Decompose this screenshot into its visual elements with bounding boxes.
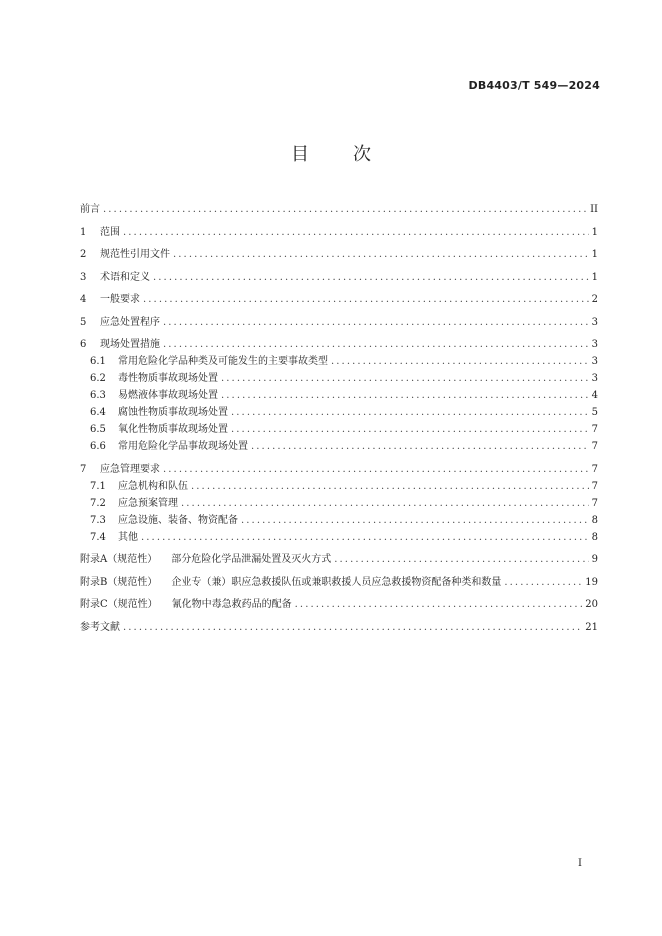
toc-entry-number: 2: [80, 249, 87, 260]
toc-entry-number: 1: [80, 226, 87, 238]
toc-leader-dots: [103, 201, 587, 218]
toc-entry-number: 4: [80, 294, 87, 305]
toc-leader-dots: [295, 596, 583, 613]
toc-entry[interactable]: [80, 461, 598, 478]
toc-entry-page: 1: [591, 249, 598, 260]
toc-entry-title: 常用危险化学品事故现场处置: [118, 441, 248, 452]
toc-leader-dots: [181, 495, 589, 512]
toc-entry-title: 常用危险化学品种类及可能发生的主要事故类型: [118, 356, 328, 367]
toc-entry-title: 术语和定义: [100, 271, 150, 283]
toc-entry-page: 9: [591, 554, 598, 565]
page-number: I: [578, 858, 582, 869]
toc-entry-number: 7.3: [90, 514, 106, 526]
toc-entry[interactable]: [80, 529, 598, 546]
title-char: 次: [353, 144, 371, 165]
toc-leader-dots: [123, 619, 582, 636]
toc-entry-number: 附录B（规范性）: [80, 576, 158, 588]
toc-entry[interactable]: [80, 438, 598, 455]
toc-entry-page: 8: [591, 514, 598, 526]
toc-entry[interactable]: [80, 512, 598, 529]
toc-entry-title: 规范性引用文件: [100, 249, 170, 260]
toc-leader-dots: [331, 353, 589, 370]
toc-leader-dots: [191, 478, 589, 495]
toc-entry-number: 5: [80, 316, 87, 328]
toc-entry-title: 氰化物中毒急救药品的配备: [171, 599, 292, 610]
toc-entry-title: 应急机构和队伍: [118, 480, 188, 492]
toc-leader-dots: [143, 291, 589, 308]
toc-entry-title: 应急设施、装备、物资配备: [118, 514, 238, 526]
toc-entry-page: 1: [591, 271, 598, 283]
toc-entry-title: 应急处置程序: [100, 316, 160, 328]
toc-entry-title: 易燃液体事故现场处置: [118, 390, 218, 401]
table-of-contents: [80, 201, 598, 636]
toc-leader-dots: [504, 574, 582, 591]
toc-entry-page: 7: [591, 480, 598, 492]
toc-entry[interactable]: [80, 353, 598, 370]
toc-leader-dots: [153, 269, 589, 286]
toc-entry-number: 3: [80, 271, 87, 283]
toc-entry-number: 6.1: [90, 356, 106, 367]
toc-entry-number: 7: [80, 463, 87, 475]
toc-entry-number: 附录C（规范性）: [80, 599, 158, 610]
toc-entry-number: 6.3: [90, 390, 106, 401]
toc-entry-number: 7.4: [90, 531, 106, 543]
toc-entry-number: 7.1: [90, 480, 106, 492]
toc-entry-page: 7: [591, 424, 598, 435]
toc-entry-title: 前言: [80, 204, 100, 215]
toc-entry-title: 腐蚀性物质事故现场处置: [118, 407, 228, 418]
toc-entry-page: 3: [591, 316, 598, 328]
toc-entry-page: 3: [591, 339, 598, 350]
toc-entry-page: 19: [585, 576, 598, 588]
toc-entry-title: 应急管理要求: [100, 463, 160, 475]
toc-entry[interactable]: [80, 495, 598, 512]
toc-entry-page: 20: [585, 599, 598, 610]
toc-entry-page: 2: [591, 294, 598, 305]
toc-entry-number: 附录A（规范性）: [80, 554, 158, 565]
toc-entry[interactable]: [80, 478, 598, 495]
toc-entry-page: 4: [591, 390, 598, 401]
toc-entry[interactable]: [80, 387, 598, 404]
toc-entry-number: 6: [80, 339, 87, 350]
toc-entry-title: 参考文献: [80, 621, 120, 633]
toc-entry[interactable]: [80, 291, 598, 308]
toc-entry-page: 7: [591, 497, 598, 509]
toc-entry-number: 6.6: [90, 441, 106, 452]
toc-leader-dots: [221, 387, 589, 404]
toc-leader-dots: [251, 438, 589, 455]
toc-entry-title: 范围: [100, 226, 120, 238]
toc-leader-dots: [163, 314, 589, 331]
toc-entry-page: 3: [591, 373, 598, 384]
toc-entry-title: 毒性物质事故现场处置: [118, 373, 218, 384]
toc-entry[interactable]: [80, 224, 598, 241]
toc-entry-title: 一般要求: [100, 294, 140, 305]
toc-leader-dots: [221, 370, 589, 387]
page-title: [0, 140, 662, 166]
toc-entry[interactable]: [80, 619, 598, 636]
toc-entry-title: 应急预案管理: [118, 497, 178, 509]
toc-entry[interactable]: [80, 551, 598, 568]
title-char: 目: [291, 144, 309, 165]
toc-entry[interactable]: [80, 336, 598, 353]
toc-entry-page: 5: [591, 407, 598, 418]
toc-entry-number: 6.5: [90, 424, 106, 435]
toc-entry[interactable]: [80, 404, 598, 421]
toc-entry-title: 部分危险化学品泄漏处置及灭火方式: [171, 554, 332, 565]
toc-entry-page: II: [590, 204, 598, 215]
toc-leader-dots: [231, 404, 589, 421]
toc-entry-title: 企业专（兼）职应急救援队伍或兼职救援人员应急救援物资配备种类和数量: [171, 576, 502, 588]
toc-leader-dots: [163, 461, 589, 478]
toc-leader-dots: [173, 246, 589, 263]
toc-entry-number: 6.4: [90, 407, 106, 418]
toc-entry-page: 1: [591, 226, 598, 238]
toc-entry-page: 7: [591, 441, 598, 452]
toc-entry-page: 3: [591, 356, 598, 367]
toc-entry[interactable]: [80, 201, 598, 218]
toc-leader-dots: [141, 529, 589, 546]
toc-entry[interactable]: [80, 574, 598, 591]
toc-entry-title: 其他: [118, 531, 138, 543]
toc-entry-title: 氧化性物质事故现场处置: [118, 424, 228, 435]
toc-leader-dots: [163, 336, 589, 353]
toc-entry[interactable]: [80, 370, 598, 387]
toc-leader-dots: [334, 551, 588, 568]
document-code: DB4403/T 549—2024: [468, 79, 600, 92]
toc-entry[interactable]: [80, 269, 598, 286]
toc-entry[interactable]: [80, 314, 598, 331]
toc-leader-dots: [241, 512, 589, 529]
toc-entry[interactable]: [80, 596, 598, 613]
toc-leader-dots: [123, 224, 589, 241]
toc-entry-page: 21: [585, 621, 598, 633]
toc-entry-page: 8: [591, 531, 598, 543]
toc-entry-page: 7: [591, 463, 598, 475]
toc-leader-dots: [231, 421, 589, 438]
toc-entry[interactable]: [80, 421, 598, 438]
toc-entry-title: 现场处置措施: [100, 339, 160, 350]
toc-entry-number: 6.2: [90, 373, 106, 384]
toc-entry[interactable]: [80, 246, 598, 263]
toc-entry-number: 7.2: [90, 497, 106, 509]
